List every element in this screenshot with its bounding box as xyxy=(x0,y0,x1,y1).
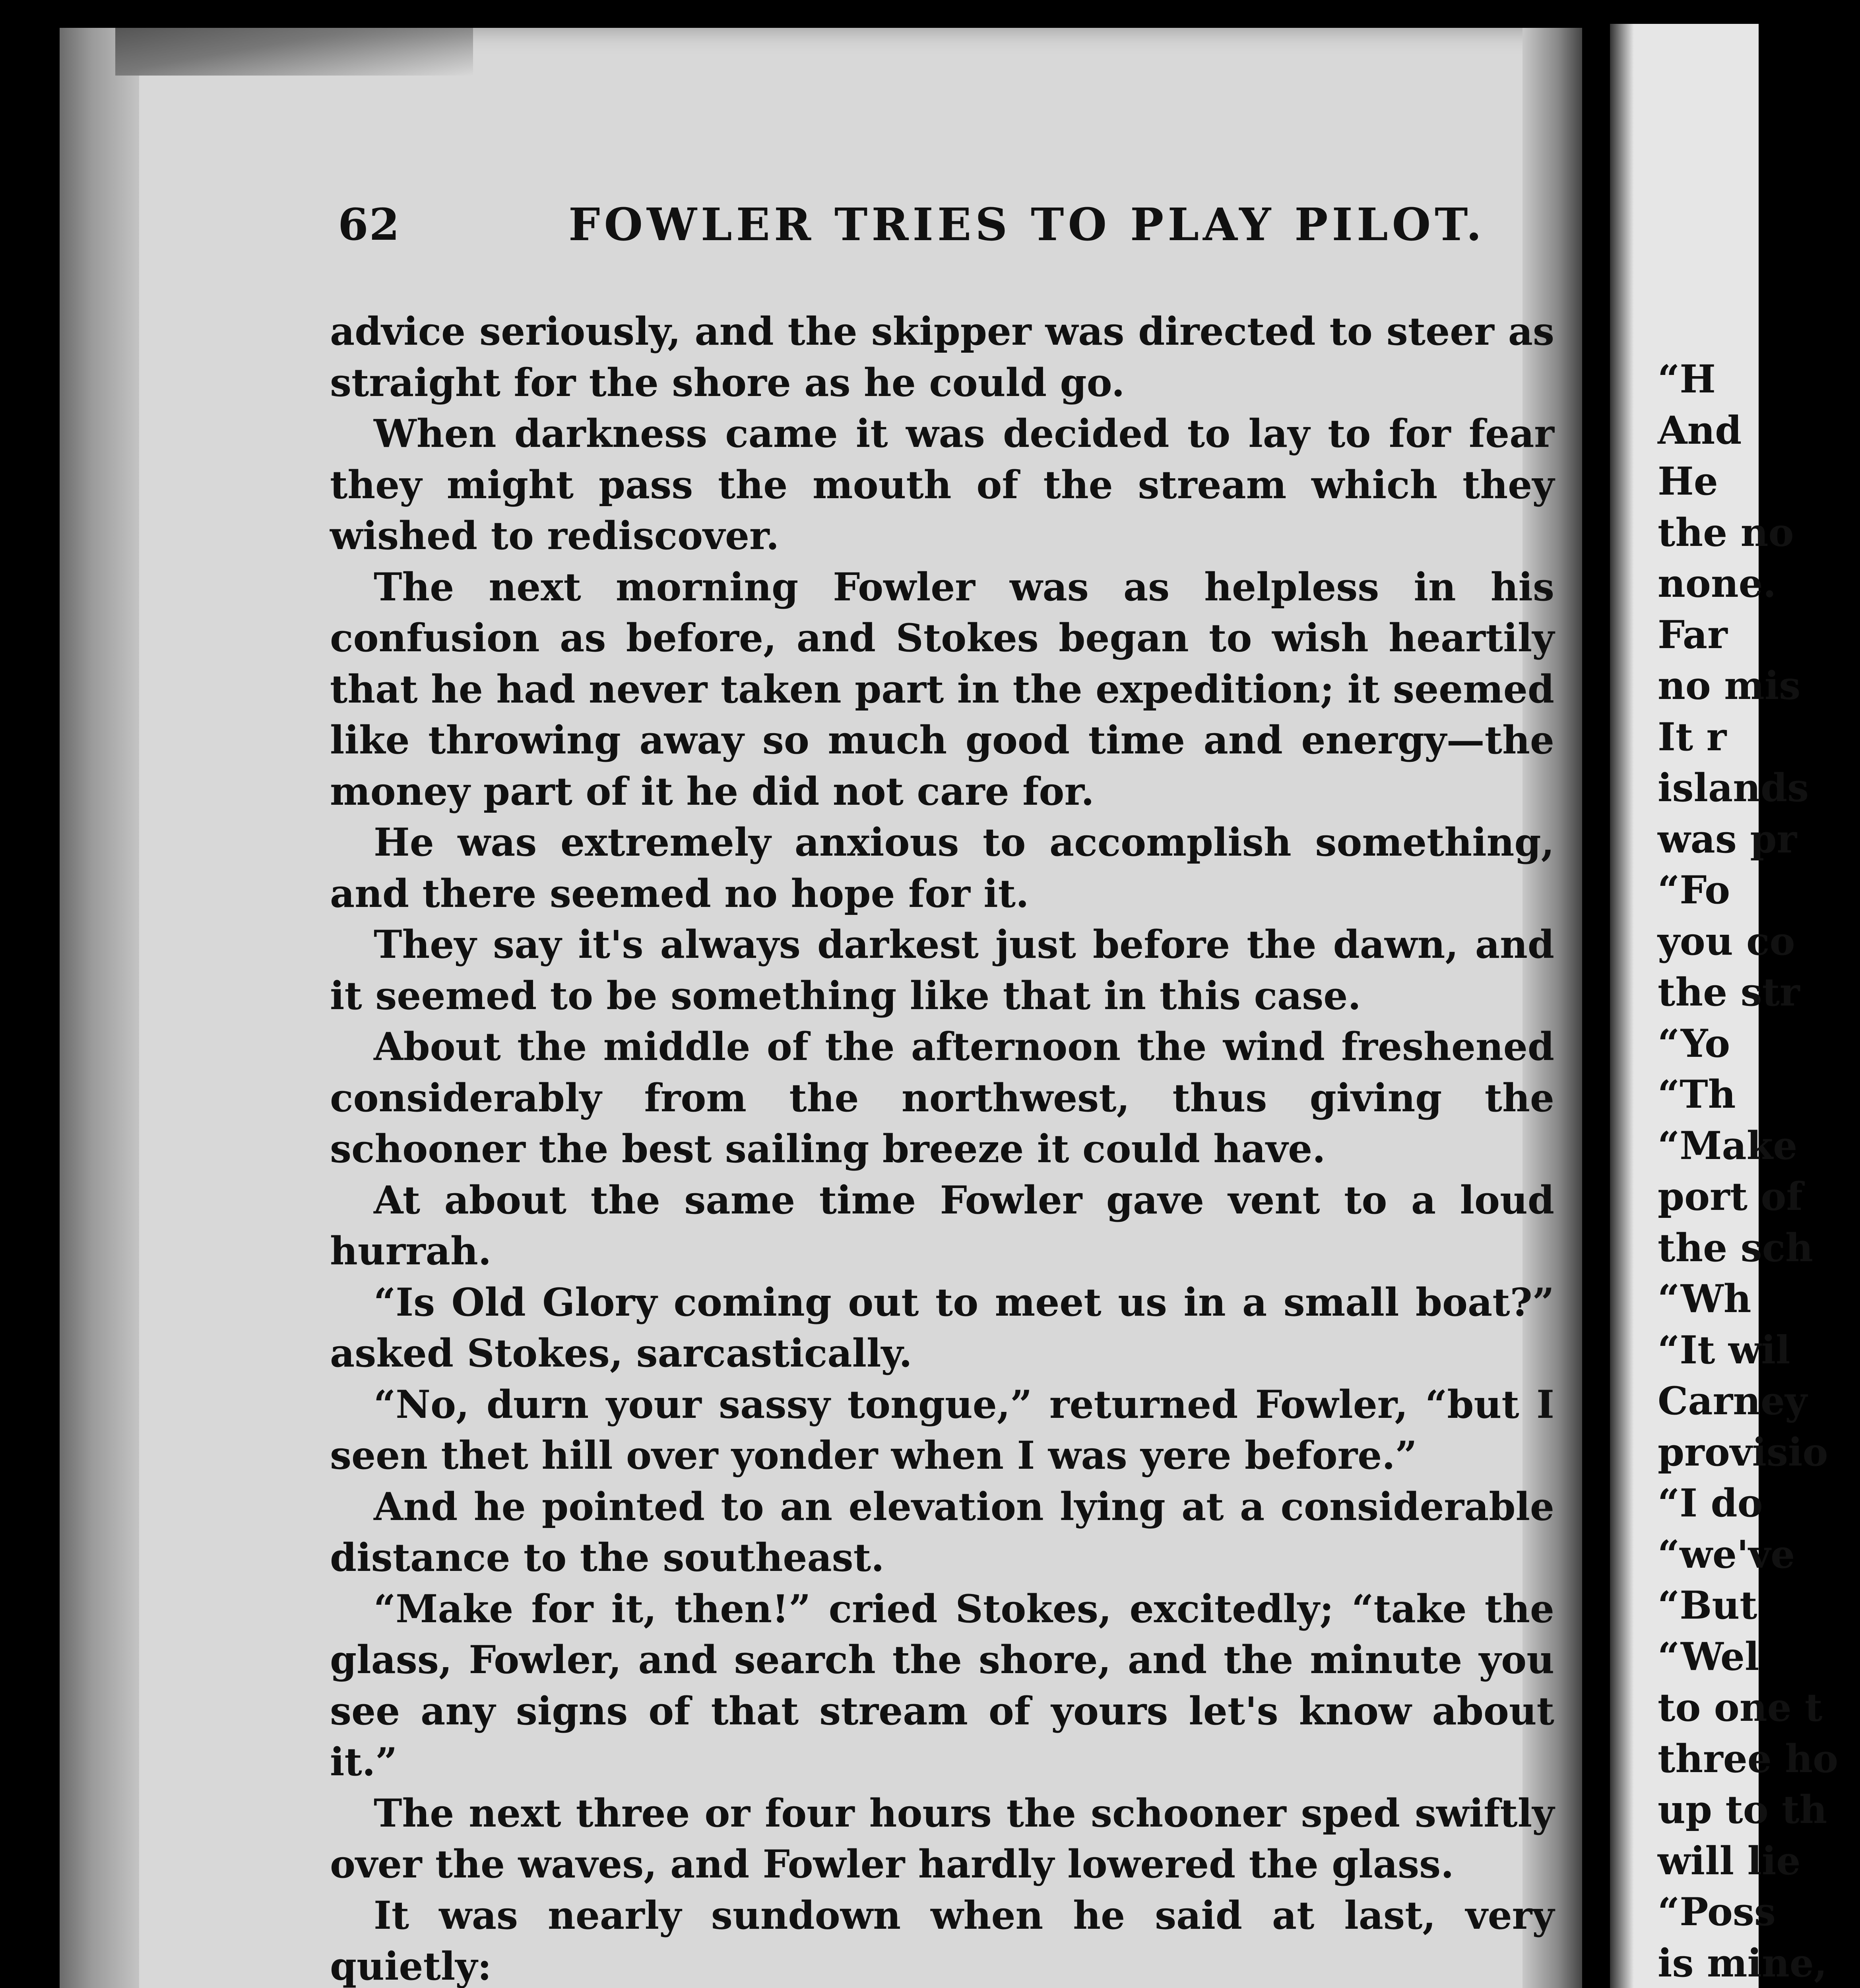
fragment-line: “Wel xyxy=(1658,1634,1759,1679)
paragraph: They say it's always darkest just before the dawn, and it seemed to be something like that in this case. xyxy=(330,922,1554,1018)
fragment-line: “H xyxy=(1658,357,1716,402)
fragment-line: no mis xyxy=(1658,663,1801,708)
fragment-line: up to th xyxy=(1658,1787,1827,1832)
paragraph: advice seriously, and the skipper was directed to steer as straight for the shore as he could go. xyxy=(330,309,1554,405)
paragraph: About the middle of the afternoon the wind freshened considerably from the northwest, thus giving the schooner the best sailing breeze it could have. xyxy=(330,1024,1554,1171)
fragment-line: “Fo xyxy=(1658,868,1730,912)
page-number: 62 xyxy=(338,199,401,250)
fragment-line: “Wh xyxy=(1658,1276,1751,1321)
page-corner-wear xyxy=(115,28,473,76)
adjacent-book-page xyxy=(1610,24,1839,1988)
running-title: FOWLER TRIES TO PLAY PILOT. xyxy=(568,199,1486,251)
fragment-line: “I do xyxy=(1658,1481,1763,1526)
fragment-line: “Yo xyxy=(1658,1021,1730,1066)
fragment-line: port of xyxy=(1658,1174,1803,1219)
paragraph: It was nearly sundown when he said at last, very quietly: xyxy=(330,1893,1554,1988)
fragment-line: It r xyxy=(1658,714,1727,759)
adjacent-page-shadow xyxy=(1610,24,1634,1988)
adjacent-page-text xyxy=(1658,354,1860,1988)
paragraph: At about the same time Fowler gave vent to a loud hurrah. xyxy=(330,1177,1554,1274)
body-text xyxy=(330,306,1554,1988)
fragment-line: He xyxy=(1658,459,1718,504)
fragment-line: “we've xyxy=(1658,1532,1795,1577)
fragment-line: “But xyxy=(1658,1583,1757,1628)
fragment-line: And xyxy=(1658,408,1742,453)
paragraph: When darkness came it was decided to lay to for fear they might pass the mouth of the stream which they wished to rediscover. xyxy=(330,411,1554,558)
fragment-line: you co xyxy=(1658,918,1795,964)
fragment-line: the str xyxy=(1658,970,1800,1015)
page-header xyxy=(338,199,1570,270)
paragraph: “Make for it, then!” cried Stokes, excitedly; “take the glass, Fowler, and search the shore, and the minute you see any signs of that stream of yours let's know about it.” xyxy=(330,1586,1554,1784)
paragraph: And he pointed to an elevation lying at a considerable distance to the southeast. xyxy=(330,1484,1554,1580)
paragraph: The next morning Fowler was as helpless in his confusion as before, and Stokes began to wish heartily that he had never taken part in the expedition; it seemed like throwing away so much good time and energy—the money part of it he did not care for. xyxy=(330,564,1554,814)
fragment-line: Carney xyxy=(1658,1378,1807,1423)
fragment-line: to one t xyxy=(1658,1685,1823,1730)
paragraph: He was extremely anxious to accomplish something, and there seemed no hope for it. xyxy=(330,820,1554,916)
fragment-line: “Th xyxy=(1658,1072,1736,1117)
fragment-line: “Make xyxy=(1658,1123,1798,1168)
paragraph: “No, durn your sassy tongue,” returned Fowler, “but I seen thet hill over yonder when I was yere before.” xyxy=(330,1382,1554,1478)
fragment-line: was pr xyxy=(1658,816,1797,862)
paragraph: “Is Old Glory coming out to meet us in a small boat?” asked Stokes, sarcastically. xyxy=(330,1279,1554,1376)
fragment-line: will lie xyxy=(1658,1838,1801,1883)
fragment-line: provisio xyxy=(1658,1429,1828,1475)
fragment-line: islands xyxy=(1658,765,1809,810)
page-edge-shadow xyxy=(60,28,139,1988)
fragment-line: the no xyxy=(1658,510,1794,555)
paragraph: The next three or four hours the schooner sped swiftly over the waves, and Fowler hardly lowered the glass. xyxy=(330,1790,1554,1887)
fragment-line: the sch xyxy=(1658,1225,1813,1270)
fragment-line: three ho xyxy=(1658,1736,1839,1781)
fragment-line: is mine, xyxy=(1658,1940,1827,1986)
fragment-line: Far xyxy=(1658,612,1728,657)
fragment-line: “Poss xyxy=(1658,1889,1776,1934)
fragment-line: “It wil xyxy=(1658,1327,1790,1373)
fragment-line: none. xyxy=(1658,561,1777,606)
